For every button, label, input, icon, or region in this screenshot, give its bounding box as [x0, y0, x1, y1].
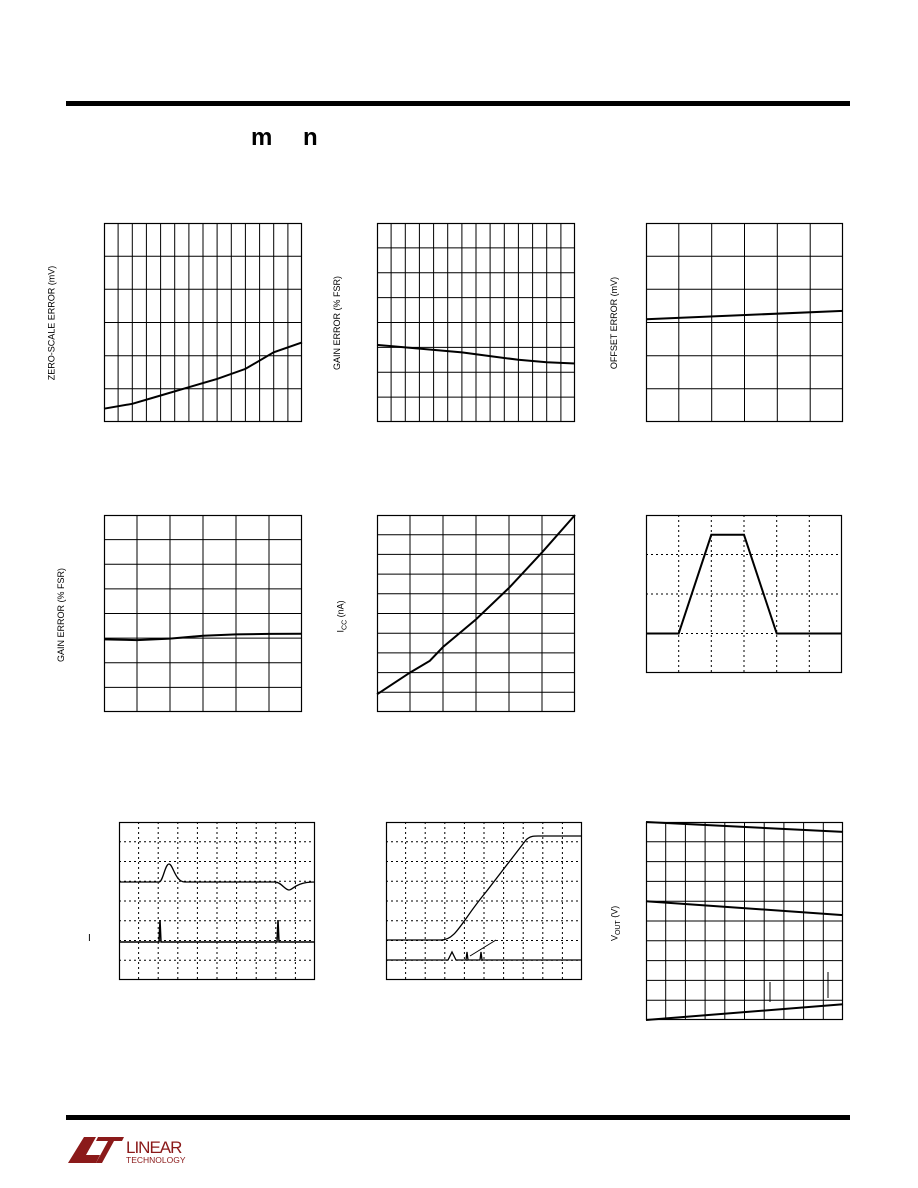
plot-grid — [386, 822, 582, 980]
transient-scope-plot — [646, 515, 842, 673]
section-title: m n — [251, 124, 330, 151]
offset-error-plot — [646, 223, 843, 422]
logo-text: LINEAR — [126, 1138, 182, 1157]
annotation-arrow — [470, 940, 496, 956]
plot-grid — [104, 223, 302, 422]
glitch-scope-plot — [119, 822, 315, 980]
zero-scale-error-ylabel: ZERO-SCALE ERROR (mV) — [46, 265, 57, 381]
ramp-scope-plot — [386, 822, 582, 980]
vout-plot — [646, 822, 843, 1020]
trace-marker: I — [88, 933, 91, 944]
plot-grid — [646, 223, 843, 422]
icc-plot — [377, 515, 575, 712]
plot-grid — [646, 822, 843, 1020]
icc-ylabel: $I_{CC}$ (nA) — [335, 600, 349, 633]
gain-error-plot — [377, 223, 575, 422]
data-curve-1 — [646, 535, 842, 634]
top-rule — [66, 101, 850, 106]
logo-subtext: TECHNOLOGY — [126, 1155, 186, 1165]
plot-grid — [377, 515, 575, 712]
gain-error-plot-2 — [104, 515, 302, 712]
zero-scale-error-plot — [104, 223, 302, 422]
bottom-rule — [66, 1115, 850, 1120]
plot-grid — [104, 515, 302, 712]
vout-ylabel: $V_{OUT}$ (V) — [609, 905, 623, 942]
plot-grid — [377, 223, 575, 422]
gain-error-ylabel-2: GAIN ERROR (% FSR) — [56, 567, 67, 663]
offset-error-ylabel: OFFSET ERROR (mV) — [609, 276, 620, 370]
linear-technology-logo — [66, 1133, 196, 1167]
plot-grid — [119, 822, 315, 980]
gain-error-ylabel: GAIN ERROR (% FSR) — [332, 275, 343, 371]
plot-grid — [646, 515, 842, 673]
